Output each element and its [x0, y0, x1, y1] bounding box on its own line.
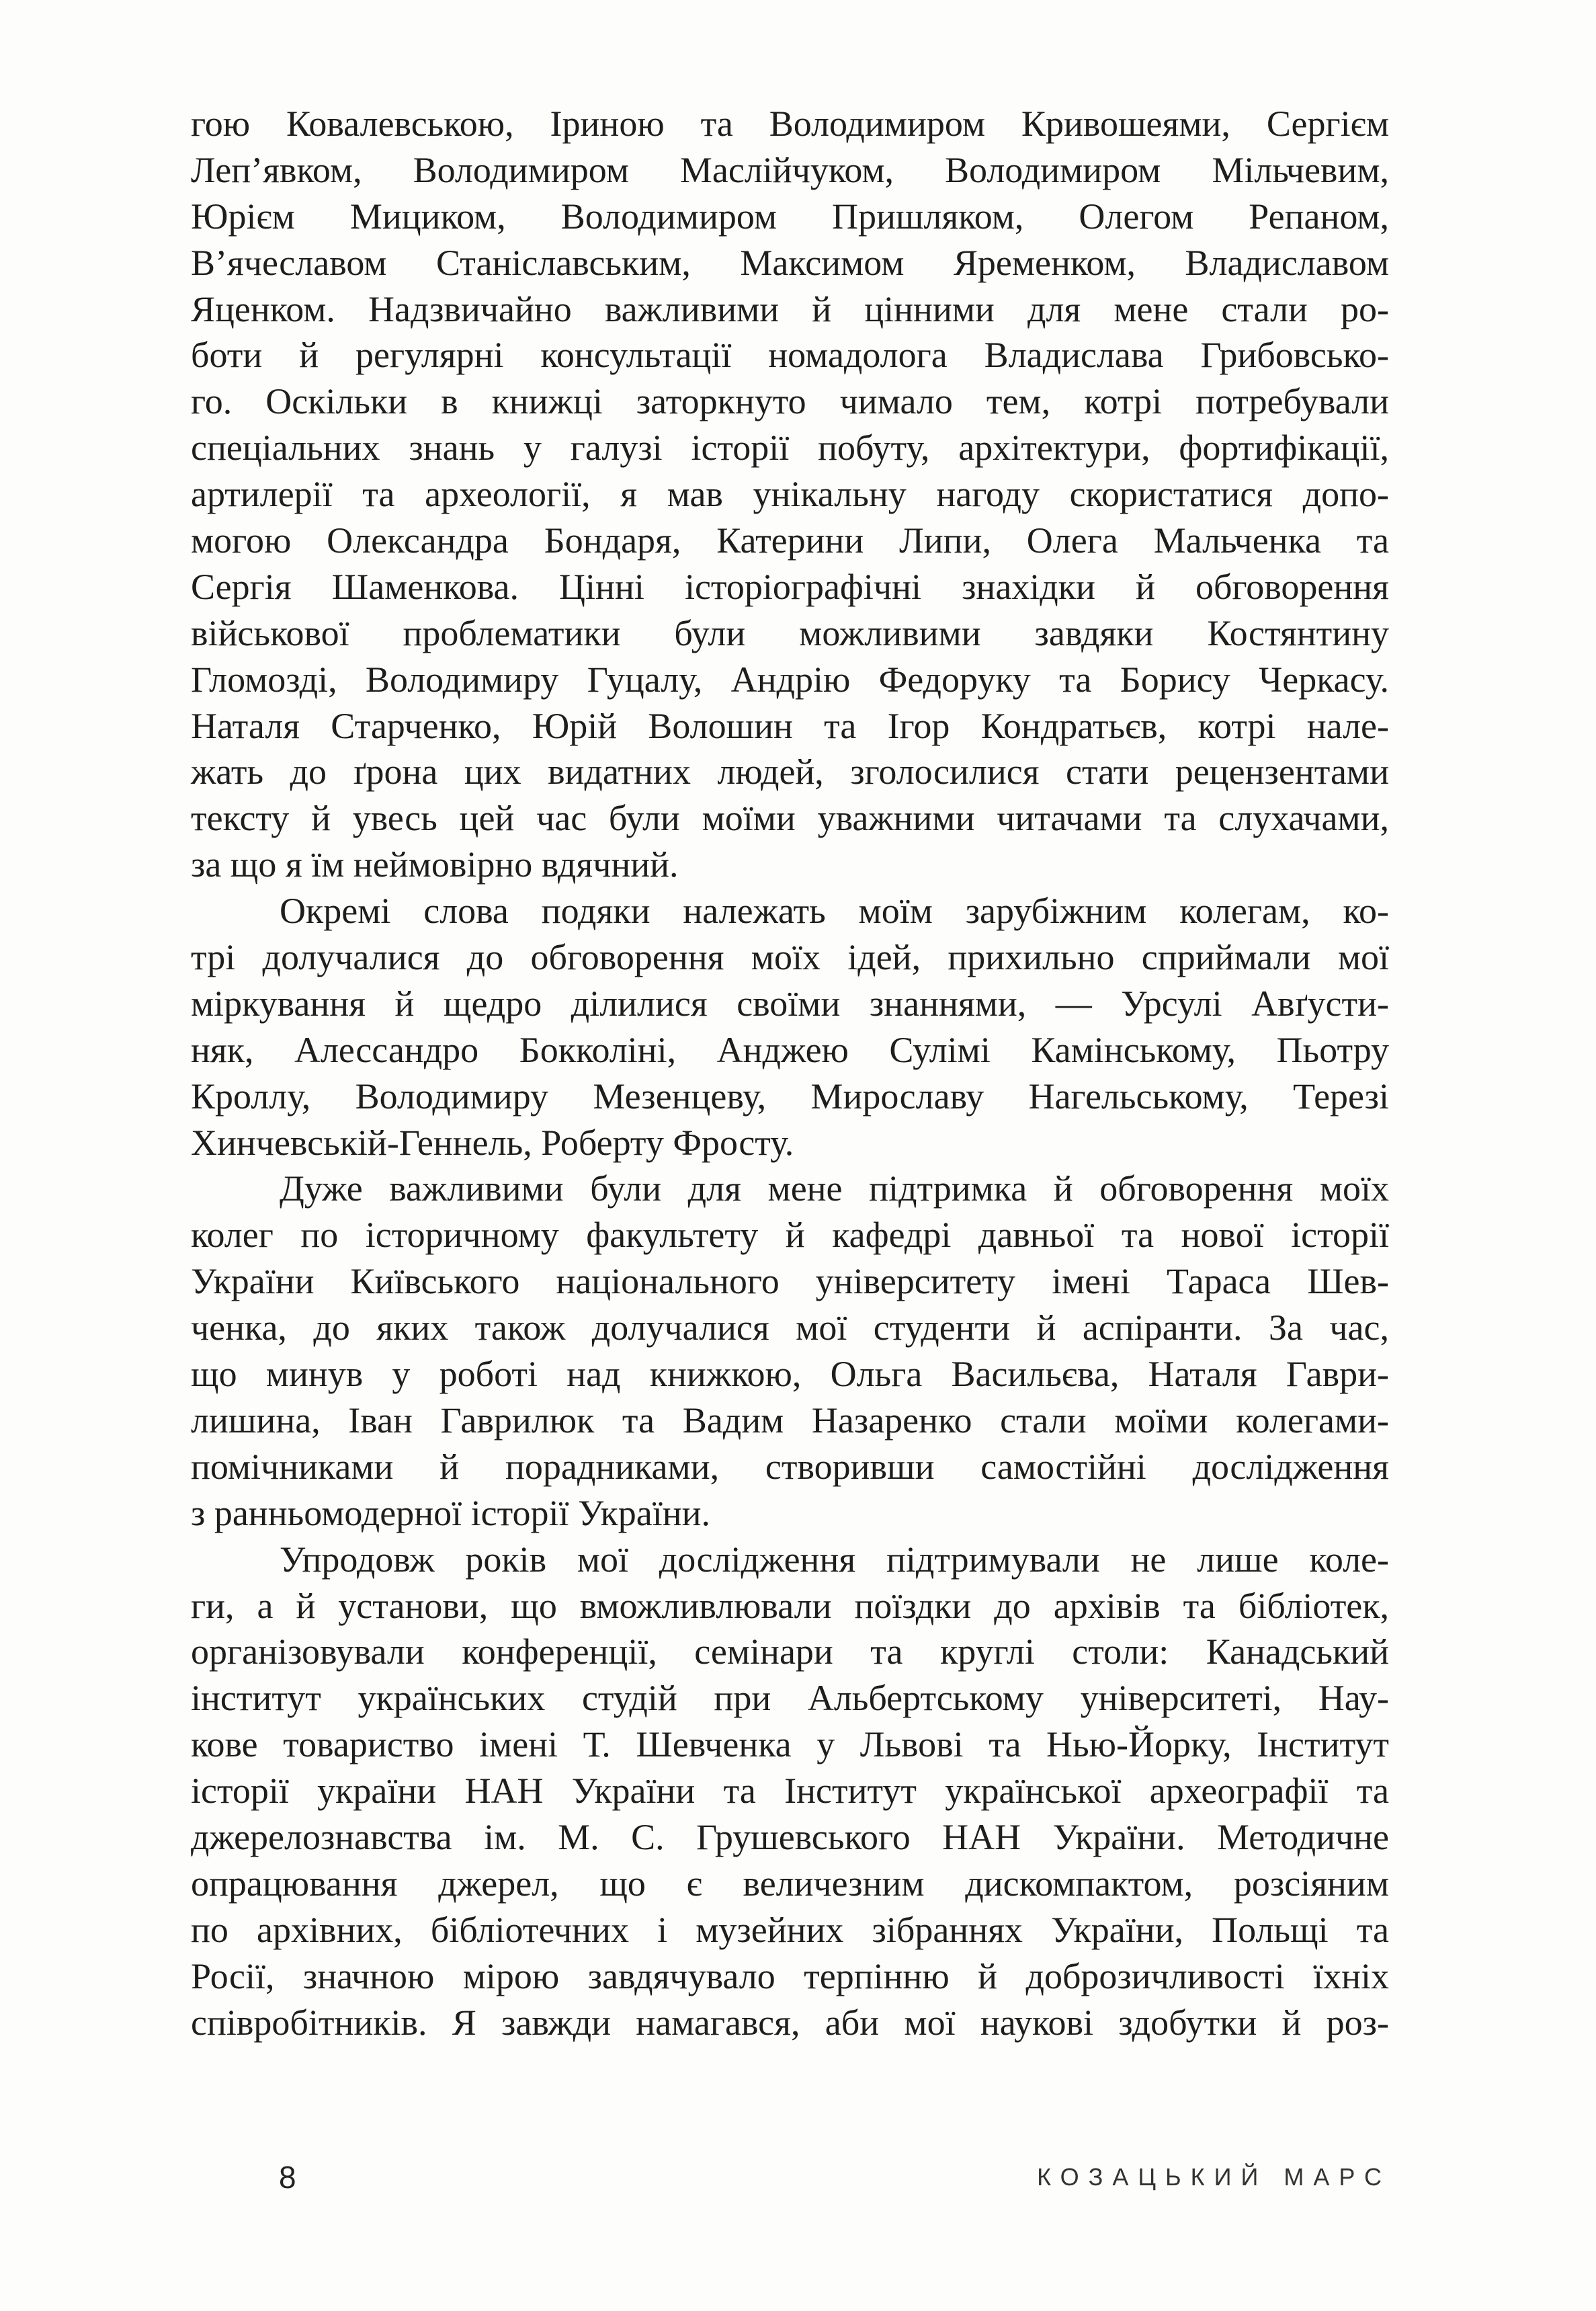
text-line — [191, 657, 1389, 703]
text-line — [191, 1907, 1389, 1953]
text-line — [191, 240, 1389, 286]
text-line — [191, 1861, 1389, 1907]
text-line — [191, 1721, 1389, 1768]
text-line-content: трі долучалися до обговорення моїх ідей, прихильно сприймали мої — [191, 937, 1389, 978]
text-line-content: Гломозді, Володимиру Гуцалу, Андрію Федоруку та Борису Черкасу. — [191, 659, 1389, 700]
text-line — [191, 1583, 1389, 1629]
text-line-content: няк, Алессандро Бокколіні, Анджею Сулімі Камінському, Пьотру — [191, 1029, 1389, 1070]
text-line-content: лишина, Іван Гаврилюк та Вадим Назаренко стали моїми колегами- — [191, 1400, 1389, 1441]
text-line — [191, 147, 1389, 194]
text-line — [191, 471, 1389, 518]
text-line — [191, 1444, 1389, 1490]
text-line — [191, 518, 1389, 564]
page-number: 8 — [279, 2160, 296, 2195]
text-line — [191, 749, 1389, 795]
text-line — [191, 332, 1389, 378]
text-line-content: гою Ковалевською, Іриною та Володимиром Кривошеями, Сергієм — [191, 104, 1389, 144]
text-line-content: Яценком. Надзвичайно важливими й цінними для мене стали ро- — [191, 288, 1389, 329]
text-line — [191, 888, 1389, 934]
text-line-content: кове товариство імені Т. Шевченка у Львові та Нью-Йорку, Інститут — [191, 1724, 1389, 1765]
text-line-content: військової проблематики були можливими завдяки Костянтину — [191, 612, 1389, 653]
text-line-content: України Київського національного університету імені Тараса Шев- — [191, 1261, 1389, 1302]
text-line-content: Леп’явком, Володимиром Маслійчуком, Володимиром Мільчевим, — [191, 149, 1389, 190]
text-line — [191, 1814, 1389, 1861]
text-line — [191, 795, 1389, 842]
text-line — [191, 1305, 1389, 1351]
text-line — [191, 1073, 1389, 1120]
text-line-content: міркування й щедро ділилися своїми знаннями, — Урсулі Авґусти- — [191, 983, 1389, 1024]
text-line-content: Кроллу, Володимиру Мезенцеву, Мирославу Нагельському, Терезі — [191, 1076, 1389, 1117]
running-title: КОЗАЦЬКИЙ МАРС — [1037, 2163, 1391, 2191]
text-line-content: з ранньомодерної історії України. — [191, 1492, 711, 1533]
text-line-content: співробітників. Я завжди намагався, аби мої наукові здобутки й роз- — [191, 2002, 1389, 2043]
text-line — [191, 425, 1389, 471]
text-line-content: колег по історичному факультету й кафедрі давньої та нової історії — [191, 1215, 1389, 1256]
text-line-content: що минув у роботі над книжкою, Ольга Васильєва, Наталя Гаври- — [191, 1354, 1389, 1395]
text-line — [191, 1258, 1389, 1305]
text-line — [191, 194, 1389, 240]
text-line-content: Юрієм Мициком, Володимиром Пришляком, Олегом Репаном, — [191, 196, 1389, 237]
text-line — [191, 1953, 1389, 2000]
text-line-content: тексту й увесь цей час були моїми уважними читачами та слухачами, — [191, 798, 1389, 839]
text-line — [191, 1120, 1389, 1166]
text-line-content: Сергія Шаменкова. Цінні історіографічні знахідки й обговорення — [191, 566, 1389, 607]
text-line — [191, 286, 1389, 333]
text-line — [191, 564, 1389, 610]
text-line — [191, 703, 1389, 749]
text-line-content: жать до ґрона цих видатних людей, зголосилися стати рецензентами — [191, 752, 1389, 793]
text-line-content: опрацювання джерел, що є величезним дискомпактом, розсіяним — [191, 1863, 1389, 1904]
text-line-content: за що я їм неймовірно вдячний. — [191, 844, 679, 885]
text-line — [191, 981, 1389, 1027]
text-line-content: ченка, до яких також долучалися мої студенти й аспіранти. За час, — [191, 1307, 1389, 1348]
text-line-content: артилерії та археології, я мав унікальну нагоду скористатися допо- — [191, 474, 1389, 515]
text-line — [191, 610, 1389, 657]
body-text — [191, 101, 1389, 2045]
text-line-content: Хинчевській-Геннель, Роберту Фросту. — [191, 1122, 794, 1163]
text-line-content: боти й регулярні консультації номадолога Владислава Грибовсько- — [191, 335, 1389, 376]
text-line-content: історії україни НАН України та Інститут української археографії та — [191, 1771, 1389, 1812]
text-line — [191, 101, 1389, 147]
text-line — [191, 1166, 1389, 1212]
text-line-content: спеціальних знань у галузі історії побуту, архітектури, фортифікації, — [191, 428, 1389, 469]
text-line — [191, 1675, 1389, 1721]
text-line-content: Росії, значною мірою завдячувало терпінню й доброзичливості їхніх — [191, 1955, 1389, 1996]
text-line-content: Упродовж років мої дослідження підтримували не лише коле- — [280, 1539, 1389, 1580]
text-line-content: го. Оскільки в книжці заторкнуто чимало тем, котрі потребували — [191, 381, 1389, 422]
text-line — [191, 1351, 1389, 1397]
text-line-content: Наталя Старченко, Юрій Волошин та Ігор Кондратьєв, котрі нале- — [191, 705, 1389, 746]
text-line-content: ги, а й установи, що вможливлювали поїздки до архівів та бібліотек, — [191, 1585, 1389, 1626]
text-line — [191, 1537, 1389, 1583]
text-line-content: джерелознавства ім. М. С. Грушевського НАН України. Методичне — [191, 1816, 1389, 1857]
text-line-content: В’ячеславом Станіславським, Максимом Яременком, Владиславом — [191, 242, 1389, 283]
text-line-content: могою Олександра Бондаря, Катерини Липи, Олега Мальченка та — [191, 520, 1389, 561]
text-line — [191, 1397, 1389, 1444]
text-line — [191, 934, 1389, 981]
text-line-content: по архівних, бібліотечних і музейних зібраннях України, Польщі та — [191, 1909, 1389, 1950]
text-line — [191, 1629, 1389, 1675]
text-line-content: помічниками й порадниками, створивши самостійні дослідження — [191, 1446, 1389, 1487]
text-line-content: інститут українських студій при Альбертському університеті, Нау- — [191, 1678, 1389, 1719]
text-line — [191, 1027, 1389, 1073]
text-line — [191, 2000, 1389, 2046]
text-line — [191, 1768, 1389, 1814]
text-line-content: організовували конференції, семінари та круглі столи: Канадський — [191, 1631, 1389, 1672]
text-line — [191, 378, 1389, 425]
text-line — [191, 1490, 1389, 1537]
text-line — [191, 1212, 1389, 1258]
text-line-content: Дуже важливими були для мене підтримка й обговорення моїх — [280, 1168, 1389, 1209]
text-line-content: Окремі слова подяки належать моїм зарубіжним колегам, ко- — [280, 891, 1389, 932]
text-line — [191, 842, 1389, 888]
